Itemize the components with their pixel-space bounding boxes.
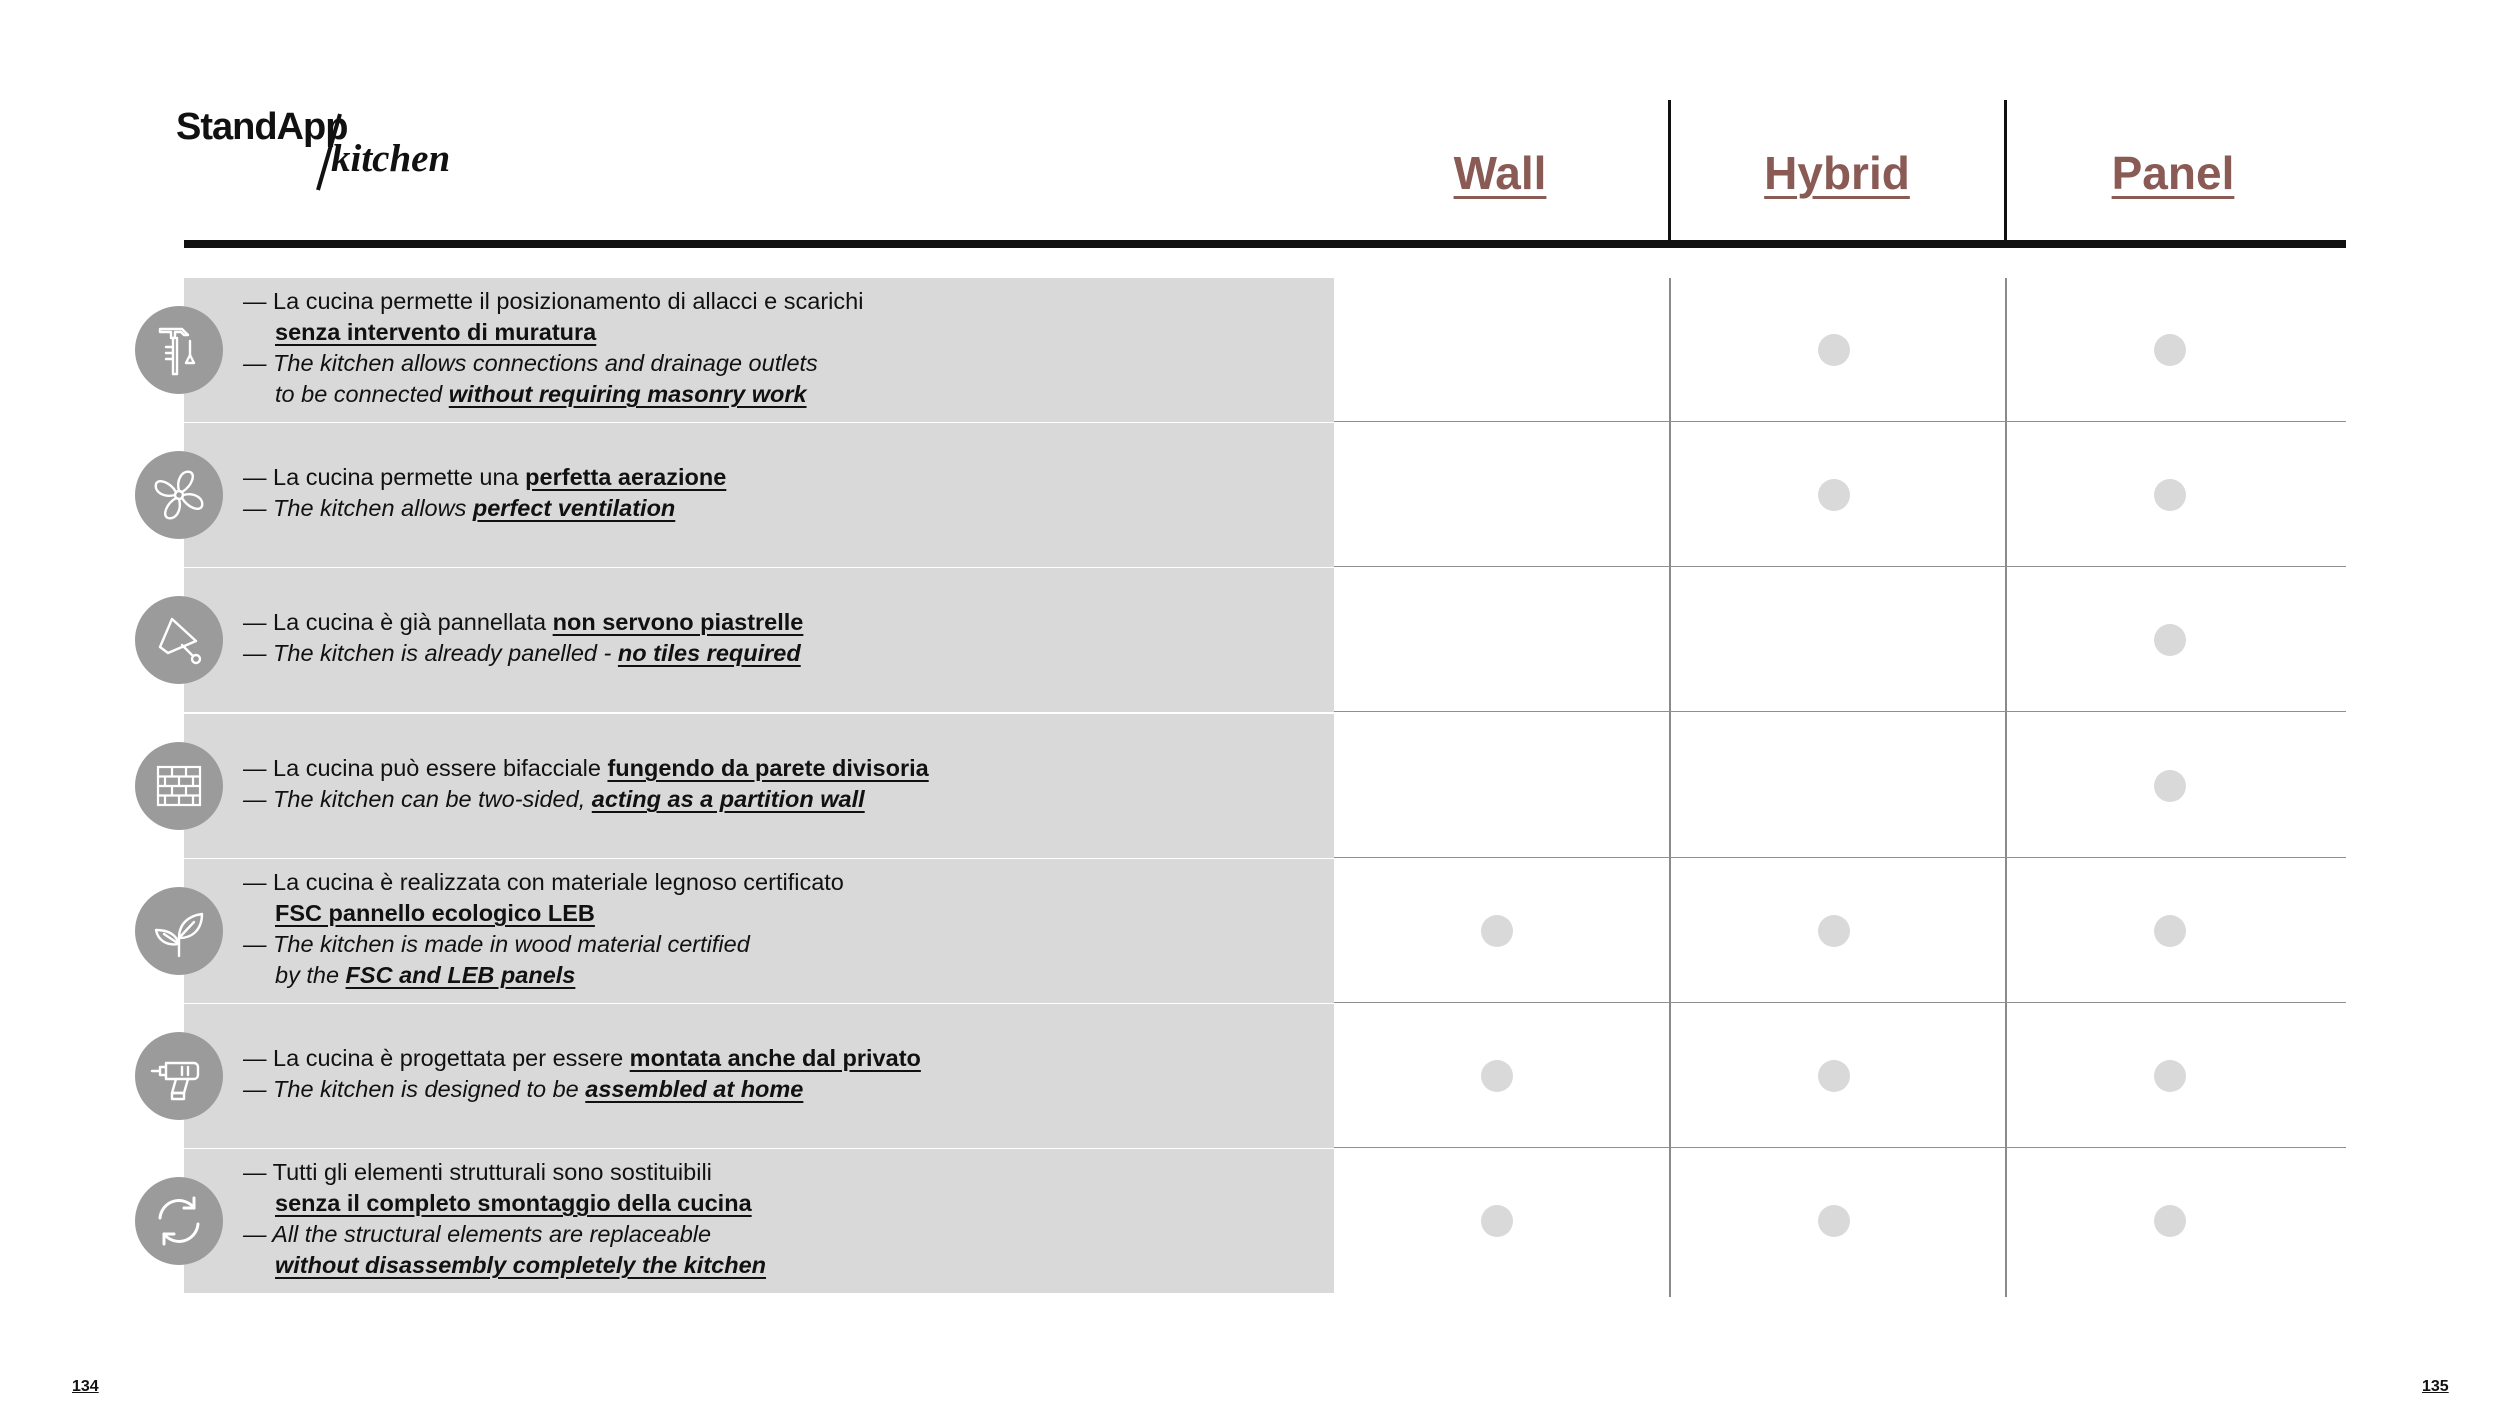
page-number-left: 134 — [72, 1378, 99, 1395]
hammer-icon — [135, 306, 223, 394]
description-text: — La cucina può essere bifacciale — [243, 755, 608, 781]
description-line — [243, 753, 929, 784]
row-divider — [1334, 1002, 2346, 1004]
refresh-icon — [135, 1177, 223, 1265]
description-line — [243, 1074, 921, 1105]
availability-dot-wall — [1481, 915, 1513, 947]
availability-dot-hybrid — [1818, 1205, 1850, 1237]
header-divider — [2004, 100, 2007, 242]
description-highlight: FSC pannello ecologico LEB — [275, 900, 595, 926]
description-line — [243, 1043, 921, 1074]
availability-dot-panel — [2154, 334, 2186, 366]
description-line — [243, 1219, 766, 1250]
logo-brand: StandApp — [176, 106, 348, 148]
availability-dot-panel — [2154, 624, 2186, 656]
column-header-hybrid: Hybrid — [1764, 147, 1910, 199]
description-line — [243, 638, 803, 669]
description-highlight: fungendo da parete divisoria — [607, 755, 929, 781]
description-line — [243, 607, 803, 638]
availability-dot-hybrid — [1818, 479, 1850, 511]
description-highlight: perfetta aerazione — [525, 464, 727, 490]
brand-logo — [176, 106, 496, 196]
brick-wall-icon — [135, 742, 223, 830]
logo-sub: kitchen — [331, 137, 451, 180]
description-highlight: assembled at home — [585, 1076, 804, 1102]
description-line — [243, 1157, 766, 1188]
drill-icon — [135, 1032, 223, 1120]
description-line — [243, 898, 844, 929]
column-header-wall: Wall — [1453, 147, 1547, 199]
row-divider — [1334, 421, 2346, 423]
description-line — [243, 462, 726, 493]
description-highlight: senza intervento di muratura — [275, 319, 597, 345]
column-header-panel: Panel — [2111, 147, 2235, 199]
description-highlight: senza il completo smontaggio della cucina — [275, 1190, 752, 1216]
description-line — [243, 286, 863, 317]
description-text: — La cucina permette il posizionamento di allacci e scarichi — [243, 288, 864, 314]
feature-description — [243, 867, 844, 991]
availability-dot-wall — [1481, 1205, 1513, 1237]
description-text: — The kitchen allows — [243, 495, 473, 521]
description-text: — Tutti gli elementi strutturali sono sostituibili — [243, 1159, 712, 1185]
description-text: — La cucina è realizzata con materiale legnoso certificato — [243, 869, 844, 895]
description-text: — The kitchen is made in wood material certified — [243, 931, 750, 957]
description-text: — The kitchen allows connections and drainage outlets — [243, 350, 818, 376]
description-line — [243, 379, 863, 410]
description-text: — The kitchen is already panelled - — [243, 640, 618, 666]
feature-description — [243, 1043, 921, 1105]
row-divider — [1334, 1147, 2346, 1149]
description-highlight: without disassembly completely the kitchen — [275, 1252, 767, 1278]
description-highlight: perfect ventilation — [472, 495, 676, 521]
feature-description — [243, 462, 726, 524]
description-highlight: acting as a partition wall — [591, 786, 865, 812]
availability-dot-panel — [2154, 1060, 2186, 1092]
description-text: — The kitchen can be two-sided, — [243, 786, 592, 812]
feature-description — [243, 607, 803, 669]
description-highlight: non servono piastrelle — [552, 609, 804, 635]
feature-description — [243, 753, 929, 815]
description-highlight: montata anche dal privato — [629, 1045, 921, 1071]
leaf-icon — [135, 887, 223, 975]
availability-dot-panel — [2154, 770, 2186, 802]
row-divider — [1334, 711, 2346, 713]
description-text: by the — [275, 962, 346, 988]
availability-dot-panel — [2154, 479, 2186, 511]
row-divider — [1334, 566, 2346, 568]
description-highlight: FSC and LEB panels — [345, 962, 576, 988]
description-highlight: without requiring masonry work — [448, 381, 807, 407]
description-text: — La cucina permette una — [243, 464, 526, 490]
description-line — [243, 867, 844, 898]
description-line — [243, 1250, 766, 1281]
availability-dot-hybrid — [1818, 1060, 1850, 1092]
description-line — [243, 493, 726, 524]
availability-dot-hybrid — [1818, 915, 1850, 947]
header-rule — [184, 240, 2346, 248]
feature-description — [243, 286, 863, 410]
description-text: to be connected — [275, 381, 449, 407]
page-number-right: 135 — [2422, 1378, 2449, 1395]
description-text: — La cucina è già pannellata — [243, 609, 553, 635]
row-divider — [1334, 857, 2346, 859]
trowel-icon — [135, 596, 223, 684]
description-line — [243, 1188, 766, 1219]
description-line — [243, 784, 929, 815]
availability-dot-panel — [2154, 1205, 2186, 1237]
fan-icon — [135, 451, 223, 539]
description-text: — La cucina è progettata per essere — [243, 1045, 630, 1071]
feature-description — [243, 1157, 766, 1281]
description-text: — The kitchen is designed to be — [243, 1076, 586, 1102]
availability-dot-wall — [1481, 1060, 1513, 1092]
availability-dot-panel — [2154, 915, 2186, 947]
description-line — [243, 960, 844, 991]
availability-dot-hybrid — [1818, 334, 1850, 366]
header-divider — [1668, 100, 1671, 242]
description-line — [243, 317, 863, 348]
description-highlight: no tiles required — [617, 640, 801, 666]
description-line — [243, 348, 863, 379]
description-text: — All the structural elements are replaceable — [243, 1221, 712, 1247]
description-line — [243, 929, 844, 960]
